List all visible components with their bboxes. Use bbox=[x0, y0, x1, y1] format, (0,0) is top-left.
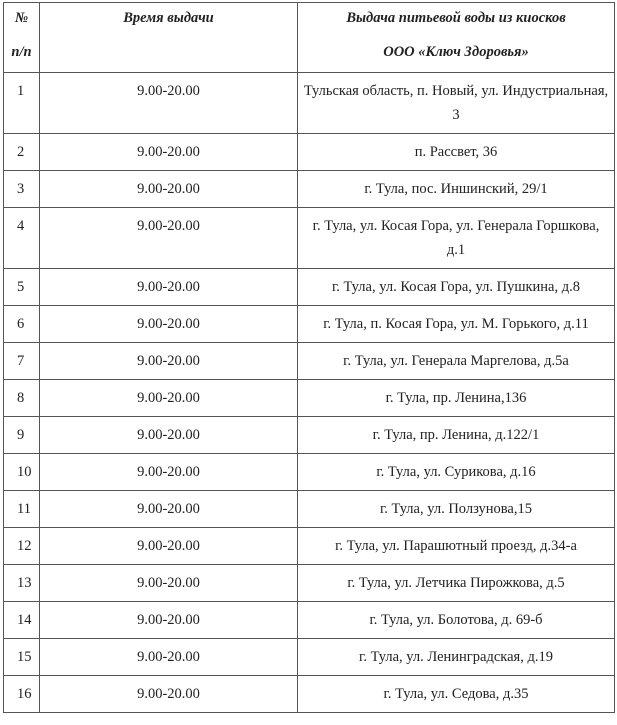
table-row bbox=[4, 208, 615, 269]
table-row bbox=[4, 343, 615, 380]
row-address-cell: г. Тула, ул. Болотова, д. 69-б bbox=[298, 602, 615, 639]
row-address-cell: п. Рассвет, 36 bbox=[298, 134, 615, 171]
table-row bbox=[4, 171, 615, 208]
table-row bbox=[4, 417, 615, 454]
row-time-cell: 9.00-20.00 bbox=[40, 171, 298, 208]
row-address-cell: г. Тула, ул. Сурикова, д.16 bbox=[298, 454, 615, 491]
row-address-cell: г. Тула, ул. Косая Гора, ул. Пушкина, д.8 bbox=[298, 269, 615, 306]
table-row bbox=[4, 134, 615, 171]
table-row bbox=[4, 565, 615, 602]
table-row bbox=[4, 602, 615, 639]
row-address-cell: г. Тула, ул. Ленинградская, д.19 bbox=[298, 639, 615, 676]
table-row bbox=[4, 380, 615, 417]
row-address-cell: г. Тула, ул. Генерала Маргелова, д.5а bbox=[298, 343, 615, 380]
row-time-cell: 9.00-20.00 bbox=[40, 134, 298, 171]
kiosk-schedule-table bbox=[3, 2, 615, 713]
row-time-cell: 9.00-20.00 bbox=[40, 417, 298, 454]
row-number-cell: 4 bbox=[4, 208, 40, 269]
row-number-cell: 11 bbox=[4, 491, 40, 528]
row-time-cell: 9.00-20.00 bbox=[40, 343, 298, 380]
row-number-cell: 2 bbox=[4, 134, 40, 171]
row-number-cell: 12 bbox=[4, 528, 40, 565]
row-address-cell: г. Тула, пр. Ленина, д.122/1 bbox=[298, 417, 615, 454]
row-number-cell: 8 bbox=[4, 380, 40, 417]
row-time-cell: 9.00-20.00 bbox=[40, 528, 298, 565]
header-number-line2: п/п bbox=[11, 44, 32, 60]
row-number-cell: 15 bbox=[4, 639, 40, 676]
header-number-line1: № bbox=[14, 10, 29, 26]
row-address-cell: г. Тула, ул. Летчика Пирожкова, д.5 bbox=[298, 565, 615, 602]
row-address-cell: г. Тула, пос. Иншинский, 29/1 bbox=[298, 171, 615, 208]
row-time-cell: 9.00-20.00 bbox=[40, 73, 298, 134]
row-number-cell: 7 bbox=[4, 343, 40, 380]
row-time-cell: 9.00-20.00 bbox=[40, 491, 298, 528]
row-number-cell: 16 bbox=[4, 676, 40, 713]
row-address-cell: г. Тула, ул. Ползунова,15 bbox=[298, 491, 615, 528]
row-number-cell: 5 bbox=[4, 269, 40, 306]
table-row bbox=[4, 73, 615, 134]
row-time-cell: 9.00-20.00 bbox=[40, 602, 298, 639]
row-time-cell: 9.00-20.00 bbox=[40, 676, 298, 713]
table-row bbox=[4, 306, 615, 343]
row-address-cell: г. Тула, пр. Ленина,136 bbox=[298, 380, 615, 417]
row-time-cell: 9.00-20.00 bbox=[40, 306, 298, 343]
row-time-cell: 9.00-20.00 bbox=[40, 565, 298, 602]
row-time-cell: 9.00-20.00 bbox=[40, 269, 298, 306]
row-number-cell: 3 bbox=[4, 171, 40, 208]
table-row bbox=[4, 639, 615, 676]
table-row bbox=[4, 676, 615, 713]
header-kiosk-line1: Выдача питьевой воды из киосков bbox=[346, 10, 566, 26]
table-row bbox=[4, 528, 615, 565]
row-time-cell: 9.00-20.00 bbox=[40, 639, 298, 676]
table-row bbox=[4, 269, 615, 306]
row-number-cell: 6 bbox=[4, 306, 40, 343]
row-number-cell: 10 bbox=[4, 454, 40, 491]
header-kiosk-line2: ООО «Ключ Здоровья» bbox=[383, 44, 529, 60]
table-body bbox=[4, 73, 615, 713]
row-address-cell: Тульская область, п. Новый, ул. Индустриальная, 3 bbox=[298, 73, 615, 134]
row-address-cell: г. Тула, ул. Косая Гора, ул. Генерала Горшкова, д.1 bbox=[298, 208, 615, 269]
row-address-cell: г. Тула, п. Косая Гора, ул. М. Горького, д.11 bbox=[298, 306, 615, 343]
row-number-cell: 1 bbox=[4, 73, 40, 134]
table-row bbox=[4, 491, 615, 528]
row-number-cell: 14 bbox=[4, 602, 40, 639]
row-time-cell: 9.00-20.00 bbox=[40, 454, 298, 491]
header-time bbox=[40, 3, 298, 73]
row-time-cell: 9.00-20.00 bbox=[40, 208, 298, 269]
row-time-cell: 9.00-20.00 bbox=[40, 380, 298, 417]
table-row bbox=[4, 454, 615, 491]
row-number-cell: 9 bbox=[4, 417, 40, 454]
table-header-row bbox=[4, 3, 615, 73]
header-number bbox=[4, 3, 40, 73]
row-number-cell: 13 bbox=[4, 565, 40, 602]
header-kiosk bbox=[298, 3, 615, 73]
row-address-cell: г. Тула, ул. Седова, д.35 bbox=[298, 676, 615, 713]
row-address-cell: г. Тула, ул. Парашютный проезд, д.34-а bbox=[298, 528, 615, 565]
header-time-line1: Время выдачи bbox=[123, 10, 214, 26]
